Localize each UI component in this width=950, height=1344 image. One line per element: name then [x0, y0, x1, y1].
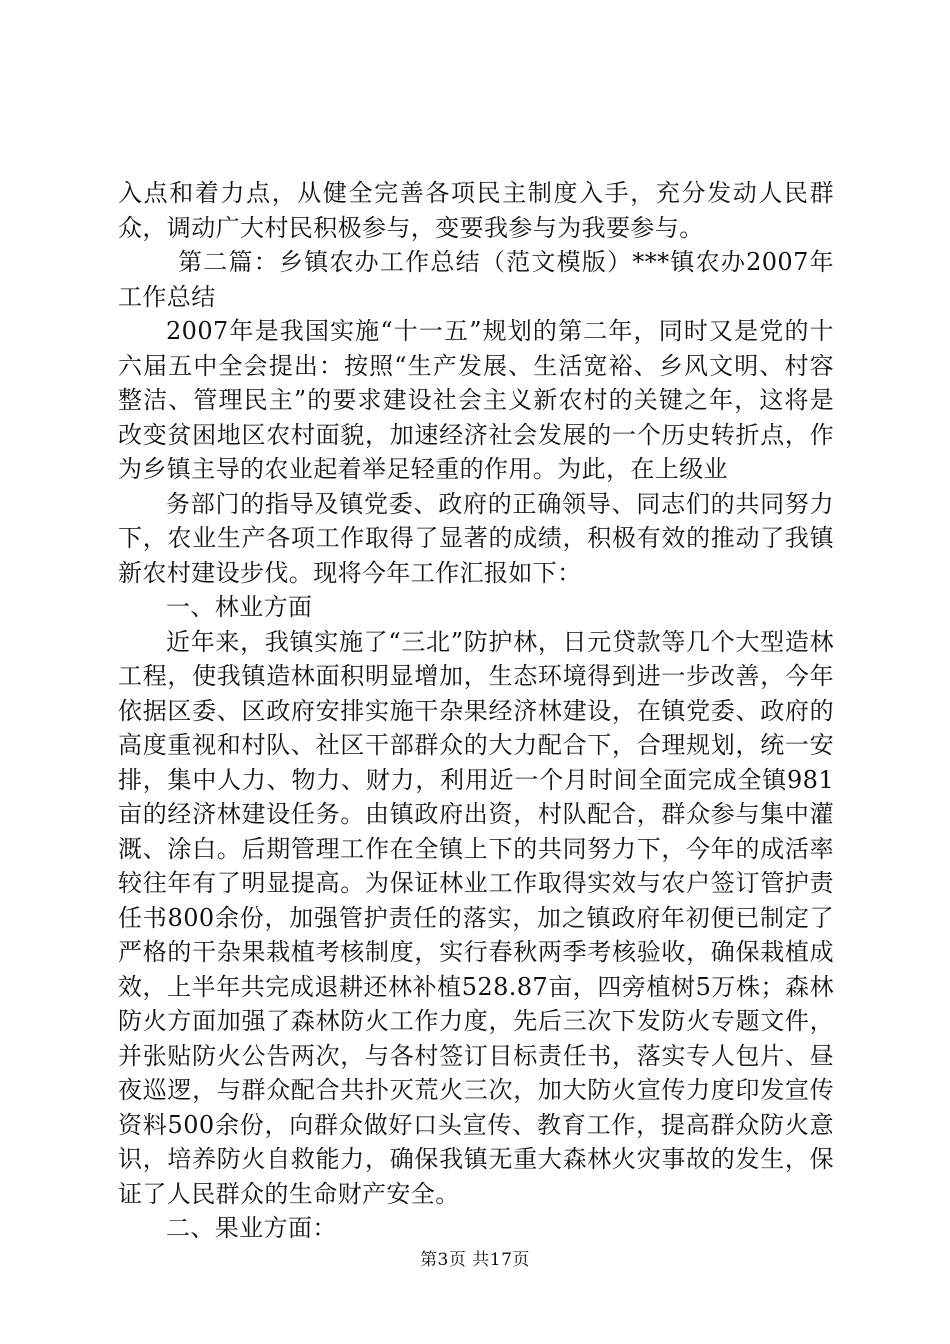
heading-fruit: 二、果业方面：: [166, 1214, 337, 1242]
paragraph-forestry: 近年来，我镇实施了“三北”防护林，日元贷款等几个大型造林工程，使我镇造林面积明显增加，生态环境得到进一步改善，今年依据区委、区政府安排实施干杂果经济林建设，在镇党委、政府的高度重视和村队、社区干部群众的大力配合下，合理规划，统一安排，集中人力、物力、财力，利用近一个月时间全面完成全镇981亩的经济林建设任务。由镇政府出资，村队配合，群众参与集中灌溉、涂白。后期管理工作在全镇上下的共同努力下，今年的成活率较往年有了明显提高。为保证林业工作取得实效与农户签订管护责任书800余份，加强管护责任的落实，加之镇政府年初便已制定了严格的干杂果栽植考核制度，实行春秋两季考核验收，确保栽植成效，上半年共完成退耕还林补植528.87亩，四旁植树5万株；森林防火方面加强了森林防火工作力度，先后三次下发防火专题文件，并张贴防火公告两次，与各村签订目标责任书，落实专人包片、昼夜巡逻，与群众配合共扑灭荒火三次，加大防火宣传力度印发宣传资料500余份，向群众做好口头宣传、教育工作，提高群众防火意识，培养防火自救能力，确保我镇无重大森林火灾事故的发生，保证了人民群众的生命财产安全。: [118, 627, 834, 1208]
paragraph-continuation: 入点和着力点，从健全完善各项民主制度入手，充分发动人民群众，调动广大村民积极参与，变要我参与为我要参与。: [118, 179, 834, 242]
section-title: 第二篇：乡镇农办工作总结（范文模版）***镇农办2007年工作总结: [118, 248, 834, 311]
page-number-footer: 第3页 共17页: [420, 1250, 530, 1270]
document-body: [118, 176, 834, 1246]
paragraph-summary: 务部门的指导及镇党委、政府的正确领导、同志们的共同努力下，农业生产各项工作取得了显著的成绩，积极有效的推动了我镇新农村建设步伐。现将今年工作汇报如下：: [118, 489, 834, 587]
heading-forestry: 一、林业方面: [166, 593, 313, 621]
paragraph-intro: 2007年是我国实施“十一五”规划的第二年，同时又是党的十六届五中全会提出：按照“生产发展、生活宽裕、乡风文明、村容整洁、管理民主”的要求建设社会主义新农村的关键之年，这将是改变贫困地区农村面貌，加速经济社会发展的一个历史转折点，作为乡镇主导的农业起着举足轻重的作用。为此，在上级业: [118, 317, 834, 483]
